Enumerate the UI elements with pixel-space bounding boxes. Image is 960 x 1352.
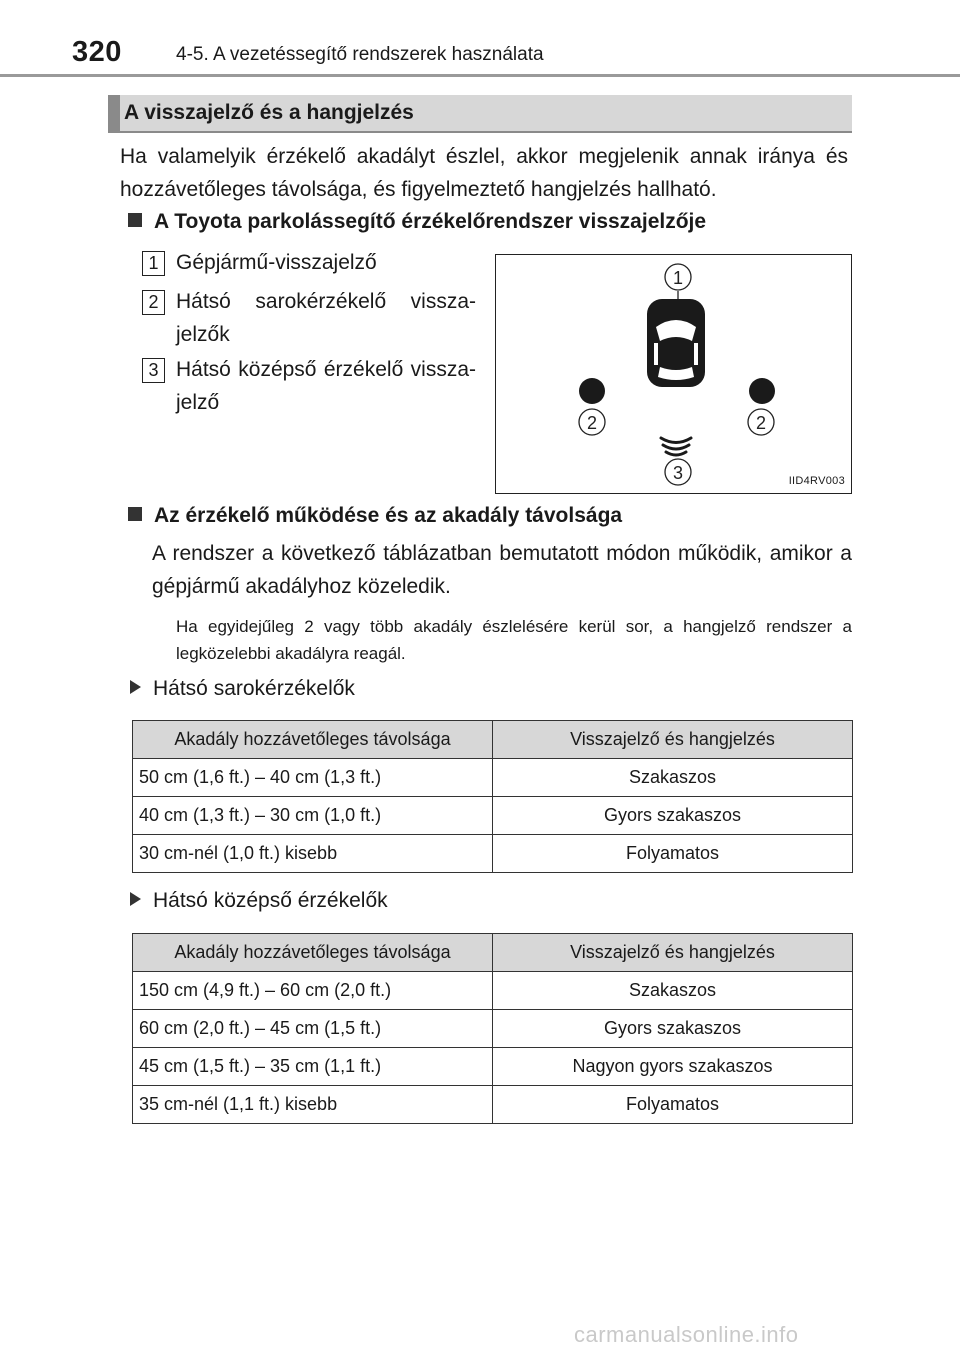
page-number: 320: [72, 36, 122, 68]
table-cell: Nagyon gyors szakaszos: [493, 1048, 853, 1086]
table-cell: 30 cm-nél (1,0 ft.) kisebb: [133, 835, 493, 873]
intro-paragraph: Ha valamelyik érzékelő akadályt észlel, akkor megjelenik annak iránya és hozzávetőleges távolsága, és figyelmeztető hangjelzés hallható.: [120, 145, 848, 201]
left-corner-sensor-icon: [579, 378, 605, 404]
right-corner-sensor-icon: [749, 378, 775, 404]
rear-corner-table: [132, 720, 853, 873]
item-number-2: 2: [142, 290, 165, 315]
operation-heading-text: Az érzékelő működése és az akadály távolsága: [154, 504, 623, 527]
figure-code: IID4RV003: [788, 475, 845, 487]
table-cell: Folyamatos: [493, 1086, 853, 1124]
callout-label-2-right: 2: [755, 413, 767, 433]
table-row: [133, 972, 853, 1010]
callout-label-1: 1: [672, 268, 684, 288]
rear-center-title-text: Hátsó középső érzékelők: [153, 889, 388, 912]
table-row: [133, 1010, 853, 1048]
indicator-heading-text: A Toyota parkolássegítő érzékelőrendszer visszajelzője: [154, 210, 707, 233]
table-row: [133, 835, 853, 873]
table-row: [133, 759, 853, 797]
indicator-figure: [495, 254, 852, 494]
item-text-center-indicator: Hátsó középső érzékelő vissza-jelző: [176, 358, 476, 414]
table-cell: 50 cm (1,6 ft.) – 40 cm (1,3 ft.): [133, 759, 493, 797]
square-bullet-icon: [128, 507, 142, 521]
table-header: Akadály hozzávetőleges távolsága: [133, 721, 493, 759]
callout-label-2-left: 2: [586, 413, 598, 433]
item-number-1: 1: [142, 251, 165, 276]
rear-center-table: [132, 933, 853, 1124]
table-cell: Szakaszos: [493, 972, 853, 1010]
operation-heading: [128, 504, 622, 528]
item-text-vehicle-indicator: Gépjármű-visszajelző: [176, 251, 377, 274]
header-divider: [0, 74, 960, 77]
watermark: carmanualsonline.info: [574, 1322, 799, 1347]
item-text-corner-indicators: Hátsó sarokérzékelő vissza-jelzők: [176, 290, 476, 346]
table-cell: 60 cm (2,0 ft.) – 45 cm (1,5 ft.): [133, 1010, 493, 1048]
table-header: Visszajelző és hangjelzés: [493, 934, 853, 972]
table-header-row: [133, 721, 853, 759]
rear-corner-title: [130, 677, 355, 701]
section-bar-underline: [108, 131, 852, 133]
operation-paragraph: A rendszer a következő táblázatban bemutatott módon működik, amikor a gépjármű akadályhoz közeledik.: [152, 542, 852, 598]
rear-center-title: [130, 889, 388, 913]
table-cell: Folyamatos: [493, 835, 853, 873]
square-bullet-icon: [128, 213, 142, 227]
car-icon: [647, 299, 705, 387]
section-title: A visszajelző és a hangjelzés: [124, 101, 414, 124]
chapter-title: 4-5. A vezetéssegítő rendszerek használata: [176, 44, 544, 65]
table-cell: 40 cm (1,3 ft.) – 30 cm (1,0 ft.): [133, 797, 493, 835]
table-row: [133, 797, 853, 835]
indicator-diagram: [496, 255, 850, 492]
rear-corner-title-text: Hátsó sarokérzékelők: [153, 677, 355, 700]
table-cell: Gyors szakaszos: [493, 797, 853, 835]
item-number-3: 3: [142, 358, 165, 383]
center-sensor-icon: [661, 438, 691, 455]
triangle-bullet-icon: [130, 892, 141, 906]
indicator-heading: [128, 210, 706, 234]
table-header: Akadály hozzávetőleges távolsága: [133, 934, 493, 972]
table-cell: Gyors szakaszos: [493, 1010, 853, 1048]
triangle-bullet-icon: [130, 680, 141, 694]
table-cell: 35 cm-nél (1,1 ft.) kisebb: [133, 1086, 493, 1124]
operation-note: Ha egyidejűleg 2 vagy több akadály észlelésére kerül sor, a hangjelző rendszer a legközelebbi akadályra reagál.: [176, 617, 852, 663]
table-row: [133, 1048, 853, 1086]
table-cell: 150 cm (4,9 ft.) – 60 cm (2,0 ft.): [133, 972, 493, 1010]
table-row: [133, 1086, 853, 1124]
table-header-row: [133, 934, 853, 972]
table-header: Visszajelző és hangjelzés: [493, 721, 853, 759]
table-cell: Szakaszos: [493, 759, 853, 797]
callout-label-3: 3: [672, 463, 684, 483]
table-cell: 45 cm (1,5 ft.) – 35 cm (1,1 ft.): [133, 1048, 493, 1086]
